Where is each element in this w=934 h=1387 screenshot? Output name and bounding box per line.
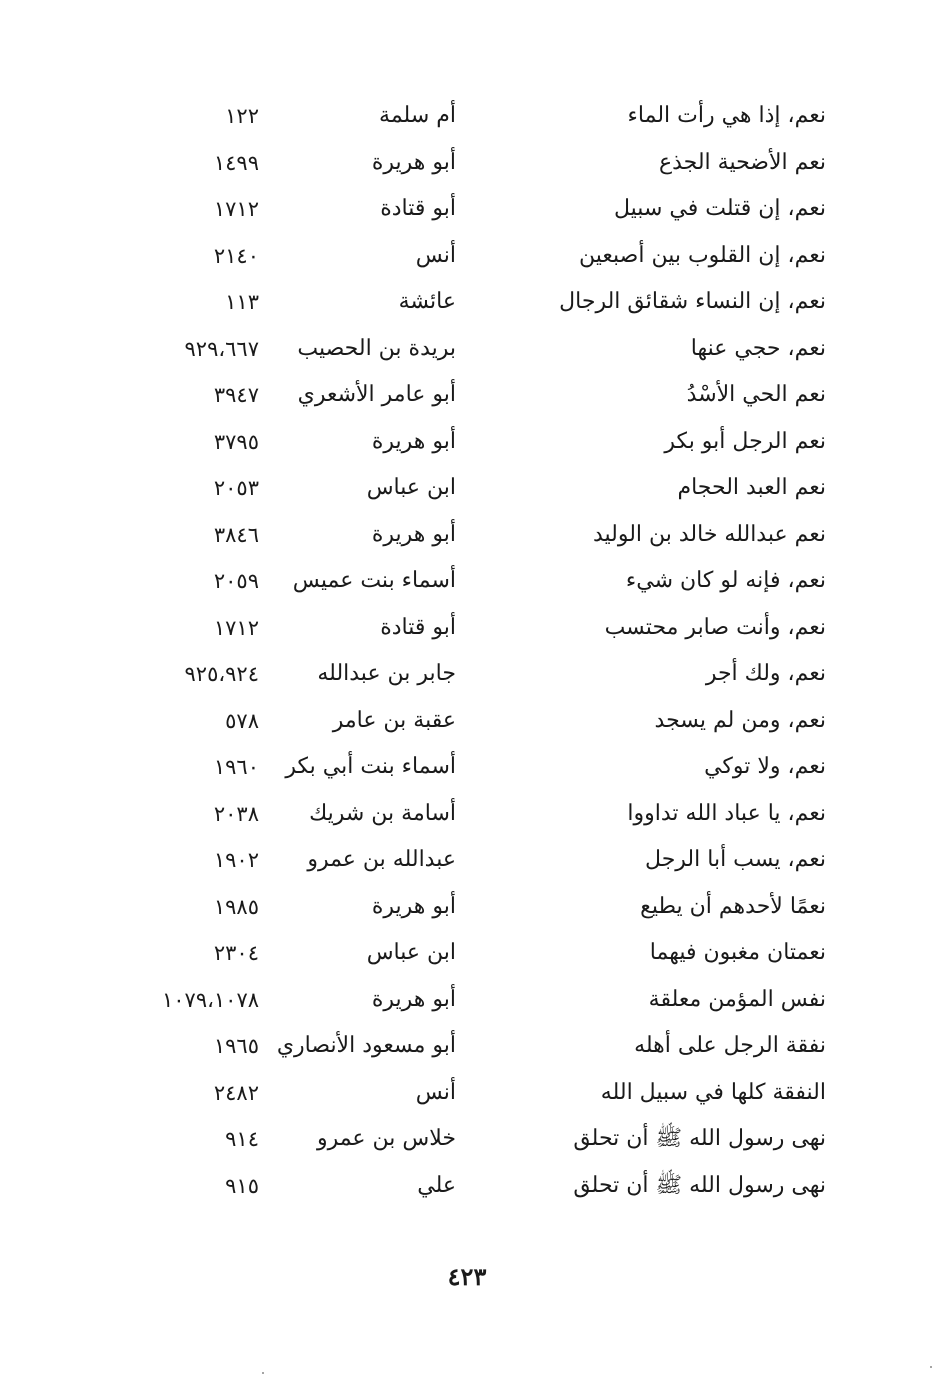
hadith-text: نعمًا لأحدهم أن يطيع — [640, 893, 826, 919]
hadith-number: ٩٢٥،٩٢٤ — [184, 662, 259, 686]
index-row — [0, 95, 934, 142]
index-row — [0, 700, 934, 747]
narrator-name: ابن عباس — [366, 475, 456, 500]
narrator-name: علي — [417, 1172, 456, 1198]
narrator-name: أبو قتادة — [380, 614, 456, 640]
hadith-number: ١٤٩٩ — [213, 150, 259, 175]
hadith-number: ١٩٨٥ — [213, 894, 259, 919]
narrator-name: أبو قتادة — [380, 196, 456, 221]
hadith-text: النفقة كلها في سبيل الله — [600, 1079, 826, 1105]
hadith-number: ٣٧٩٥ — [213, 429, 259, 454]
hadith-text: نعم عبدالله خالد بن الوليد — [592, 521, 826, 547]
index-row — [0, 188, 934, 235]
hadith-number: ٢٠٥٣ — [213, 476, 259, 500]
hadith-text: نهى رسول الله ﷺ أن تحلق — [573, 1126, 826, 1151]
hadith-number: ٥٧٨ — [225, 708, 259, 733]
hadith-text: نعم، ولك أجر — [705, 661, 826, 686]
index-row — [0, 793, 934, 840]
hadith-text: نعم، وأنت صابر محتسب — [604, 614, 826, 640]
narrator-name: أنس — [415, 1079, 456, 1105]
hadith-text: نعم، إن القلوب بين أصبعين — [579, 242, 826, 268]
index-row — [0, 1165, 934, 1212]
hadith-text: نعم الرجل أبو بكر — [664, 428, 826, 454]
index-row — [0, 421, 934, 468]
narrator-name: عقبة بن عامر — [332, 707, 456, 733]
narrator-name: أبو هريرة — [371, 521, 456, 547]
hadith-text: نعم، ولا توكي — [704, 754, 826, 779]
index-row — [0, 374, 934, 421]
index-row — [0, 328, 934, 375]
hadith-text: نعم الحي الأسْدُ — [686, 382, 826, 407]
narrator-name: أبو هريرة — [371, 893, 456, 919]
hadith-number: ١٩٦٥ — [213, 1034, 259, 1058]
index-row — [0, 1072, 934, 1119]
hadith-text: نعمتان مغبون فيهما — [649, 940, 826, 965]
hadith-text: نعم، فإنه لو كان شيء — [625, 568, 826, 593]
index-row — [0, 467, 934, 514]
hadith-text: نعم، إذا هي رأت الماء — [627, 103, 826, 128]
hadith-number: ١٩٠٢ — [213, 848, 259, 872]
hadith-text: نفس المؤمن معلقة — [648, 986, 826, 1012]
hadith-text: نعم، يسب أبا الرجل — [645, 847, 826, 872]
index-row — [0, 142, 934, 189]
index-row — [0, 607, 934, 654]
scan-speck — [930, 1366, 932, 1368]
hadith-text: نعم، حجي عنها — [690, 335, 826, 361]
hadith-text: نفقة الرجل على أهله — [634, 1033, 826, 1058]
narrator-name: أنس — [415, 242, 456, 268]
hadith-text: نهى رسول الله ﷺ أن تحلق — [573, 1172, 826, 1198]
hadith-number: ١٧١٢ — [213, 197, 259, 221]
index-row — [0, 886, 934, 933]
narrator-name: عائشة — [398, 289, 456, 314]
hadith-text: نعم العبد الحجام — [677, 475, 826, 500]
hadith-number: ٩١٥ — [225, 1173, 259, 1198]
index-row — [0, 514, 934, 561]
hadith-number: ٣٩٤٧ — [213, 383, 259, 407]
narrator-name: أبو هريرة — [371, 149, 456, 175]
narrator-name: أسماء بنت عميس — [292, 568, 456, 593]
page-number: ٤٢٣ — [447, 1262, 487, 1291]
index-row — [0, 235, 934, 282]
narrator-name: ابن عباس — [366, 940, 456, 965]
hadith-number: ١٢٢ — [225, 104, 259, 128]
hadith-number: ٢٤٨٢ — [213, 1080, 259, 1105]
index-row — [0, 653, 934, 700]
hadith-number: ٢٠٥٩ — [213, 569, 259, 593]
hadith-number: ٢٠٣٨ — [213, 801, 259, 826]
hadith-text: نعم، يا عباد الله تداووا — [627, 800, 826, 826]
narrator-name: خلاس بن عمرو — [316, 1126, 456, 1151]
narrator-name: أبو هريرة — [371, 428, 456, 454]
index-row — [0, 932, 934, 979]
hadith-number: ٩١٤ — [225, 1127, 259, 1151]
narrator-name: بريدة بن الحصيب — [297, 335, 456, 361]
index-row — [0, 560, 934, 607]
index-row — [0, 839, 934, 886]
hadith-text: نعم، ومن لم يسجد — [654, 707, 826, 733]
narrator-name: أم سلمة — [379, 103, 456, 128]
hadith-text: نعم الأضحية الجذع — [658, 149, 826, 175]
narrator-name: أسماء بنت أبي بكر — [285, 754, 456, 779]
index-row — [0, 746, 934, 793]
hadith-number: ٢٣٠٤ — [213, 941, 259, 965]
hadith-text: نعم، إن قتلت في سبيل — [614, 196, 826, 221]
scan-speck — [262, 1372, 264, 1374]
hadith-text: نعم، إن النساء شقائق الرجال — [559, 289, 826, 314]
index-row — [0, 1118, 934, 1165]
index-row — [0, 1025, 934, 1072]
hadith-number: ٩٢٩،٦٦٧ — [184, 336, 259, 361]
hadith-number: ١٠٧٩،١٠٧٨ — [161, 987, 259, 1012]
hadith-number: ٣٨٤٦ — [213, 522, 259, 547]
index-row — [0, 979, 934, 1026]
narrator-name: أسامة بن شريك — [309, 800, 456, 826]
index-row — [0, 281, 934, 328]
narrator-name: أبو عامر الأشعري — [297, 382, 456, 407]
hadith-number: ١٩٦٠ — [213, 755, 259, 779]
hadith-number: ١١٣ — [225, 290, 259, 314]
narrator-name: عبدالله بن عمرو — [307, 847, 456, 872]
hadith-number: ١٧١٢ — [213, 615, 259, 640]
narrator-name: جابر بن عبدالله — [317, 661, 456, 686]
narrator-name: أبو هريرة — [371, 986, 456, 1012]
hadith-index-table — [0, 95, 934, 1211]
narrator-name: أبو مسعود الأنصاري — [276, 1033, 456, 1058]
hadith-number: ٢١٤٠ — [213, 243, 259, 268]
